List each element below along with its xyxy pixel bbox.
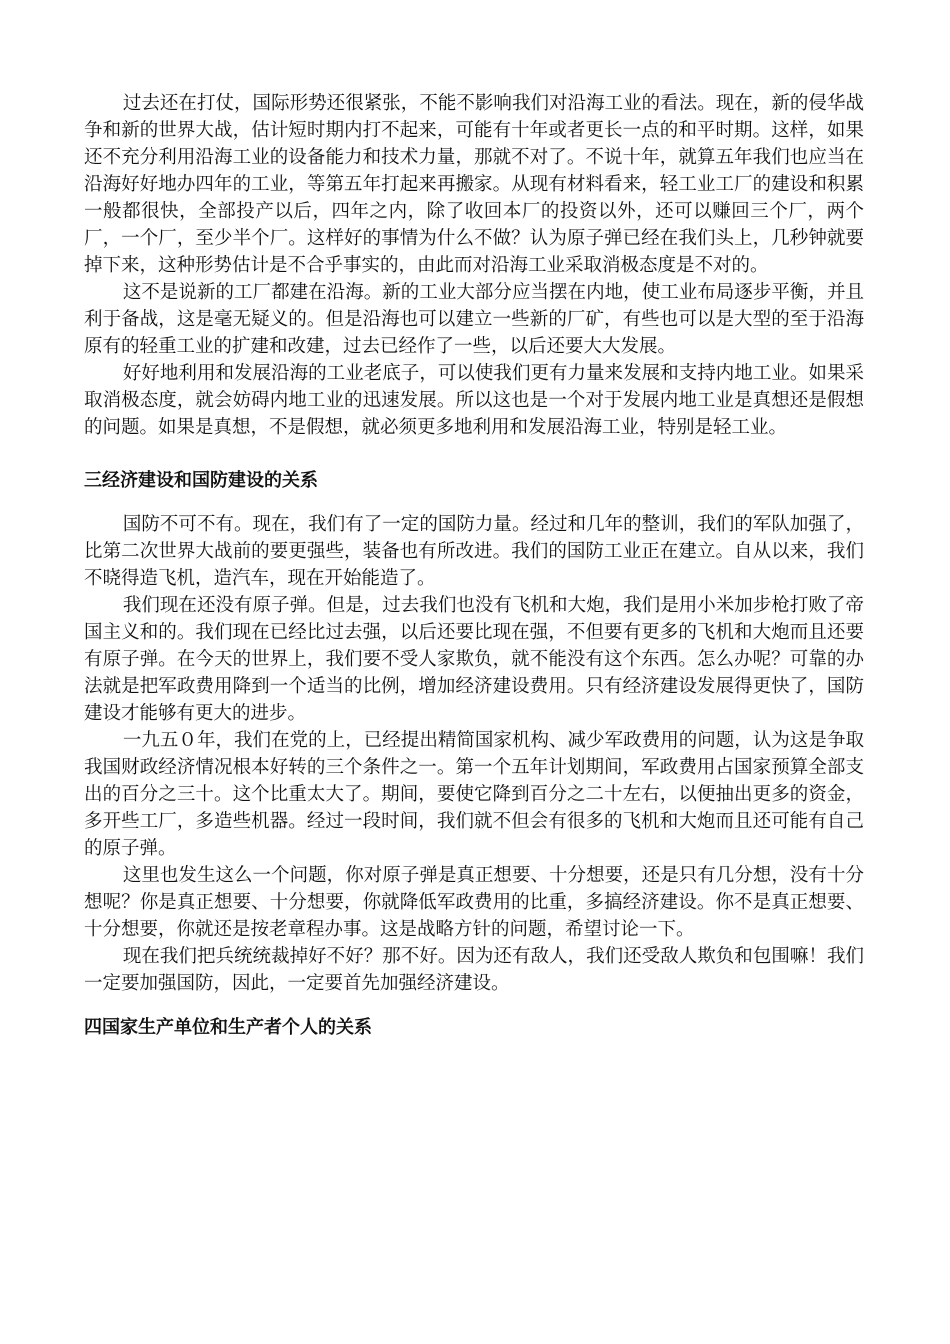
section-4-heading: 四国家生产单位和生产者个人的关系 <box>84 1017 372 1038</box>
document-page <box>84 90 864 1041</box>
paragraph-defense-3: 一九五０年，我们在党的上，已经提出精简国家机构、减少军政费用的问题，认为这是争取我国财政经济情况根本好转的三个条件之一。第一个五年计划期间，军政费用占国家预算全部支出的百分之三十。这个比重太大了。期间，要使它降到百分之二十左右，以便抽出更多的资金，多开些工厂，多造些机器。经过一段时间，我们就不但会有很多的飞机和大炮而且还可能有自己的原子弹。 <box>84 730 864 859</box>
paragraph-coastal-industry-2: 这不是说新的工厂都建在沿海。新的工业大部分应当摆在内地，使工业布局逐步平衡，并且利于备战，这是毫无疑义的。但是沿海也可以建立一些新的厂矿，有些也可以是大型的至于沿海原有的轻重工业的扩建和改建，过去已经作了一些，以后还要大大发展。 <box>84 282 864 357</box>
paragraph-defense-5: 现在我们把兵统统裁掉好不好？那不好。因为还有敌人，我们还受敌人欺负和包围嘛！我们一定要加强国防，因此，一定要首先加强经济建设。 <box>84 946 864 994</box>
paragraph-defense-2: 我们现在还没有原子弹。但是，过去我们也没有飞机和大炮，我们是用小米加步枪打败了帝国主义和的。我们现在已经比过去强，以后还要比现在强，不但要有更多的飞机和大炮而且还要有原子弹。在今天的世界上，我们要不受人家欺负，就不能没有这个东西。怎么办呢？可靠的办法就是把军政费用降到一个适当的比例，增加经济建设费用。只有经济建设发展得更快了，国防建设才能够有更大的进步。 <box>84 595 864 724</box>
section-3-heading: 三经济建设和国防建设的关系 <box>84 470 318 491</box>
paragraph-defense-4: 这里也发生这么一个问题，你对原子弹是真正想要、十分想要，还是只有几分想，没有十分想呢？你是真正想要、十分想要，你就降低军政费用的比重，多搞经济建设。你不是真正想要、十分想要，你就还是按老章程办事。这是战略方针的问题，希望讨论一下。 <box>84 865 864 940</box>
paragraph-defense-1: 国防不可不有。现在，我们有了一定的国防力量。经过和几年的整训，我们的军队加强了，比第二次世界大战前的要更强些，装备也有所改进。我们的国防工业正在建立。自从以来，我们不晓得造飞机，造汽车，现在开始能造了。 <box>84 514 864 589</box>
paragraph-coastal-industry-3: 好好地利用和发展沿海的工业老底子，可以使我们更有力量来发展和支持内地工业。如果采取消极态度，就会妨碍内地工业的迅速发展。所以这也是一个对于发展内地工业是真想还是假想的问题。如果是真想，不是假想，就必须更多地利用和发展沿海工业，特别是轻工业。 <box>84 363 864 438</box>
paragraph-coastal-industry-1: 过去还在打仗，国际形势还很紧张，不能不影响我们对沿海工业的看法。现在，新的侵华战争和新的世界大战，估计短时期内打不起来，可能有十年或者更长一点的和平时期。这样，如果还不充分利用沿海工业的设备能力和技术力量，那就不对了。不说十年，就算五年我们也应当在沿海好好地办四年的工业，等第五年打起来再搬家。从现有材料看来，轻工业工厂的建设和积累一般都很快，全部投产以后，四年之内，除了收回本厂的投资以外，还可以赚回三个厂，两个厂，一个厂，至少半个厂。这样好的事情为什么不做？认为原子弹已经在我们头上，几秒钟就要掉下来，这种形势估计是不合乎事实的，由此而对沿海工业采取消极态度是不对的。 <box>84 93 864 276</box>
